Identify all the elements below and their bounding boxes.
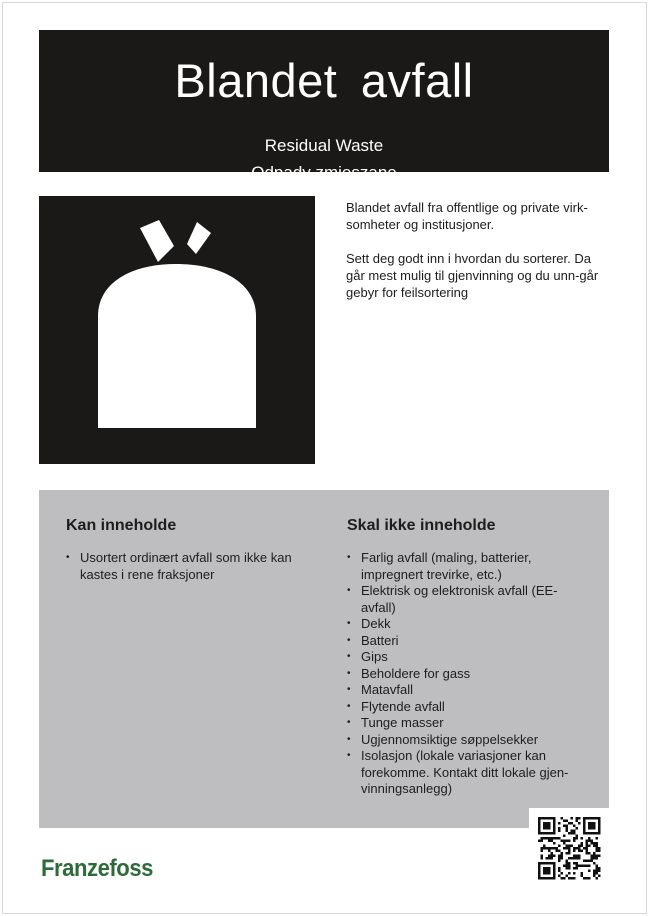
list-item: • Beholdere for gass [347, 666, 577, 683]
description-paragraph: Sett deg godt inn i hvordan du sorterer. Da går mest mulig til gjenvinning og du unn-går gebyr for feilsortering [346, 251, 599, 300]
list-item: • Flytende avfall [347, 699, 577, 716]
page-title: Blandet avfall [174, 54, 474, 107]
qr-code[interactable] [529, 808, 609, 888]
list-item: • Gips [347, 649, 577, 666]
list-item: • Tunge masser [347, 715, 577, 732]
list-item: • Usortert ordinært avfall som ikke kan kastes i rene fraksjoner [66, 550, 296, 583]
can-contain-heading: Kan inneholde [66, 517, 177, 534]
must-not-contain-heading: Skal ikke inneholde [347, 517, 496, 534]
must-not-contain-list [347, 550, 577, 798]
qr-code-icon [529, 808, 609, 888]
can-contain-list [66, 550, 296, 583]
must-not-contain-section [347, 516, 577, 798]
subtitle-polish: Odpady zmieszane [251, 163, 397, 182]
sorting-info-panel [39, 490, 609, 828]
header-banner [39, 30, 609, 182]
list-item: • Batteri [347, 633, 577, 650]
can-contain-section [66, 516, 296, 583]
garbage-bag-icon [39, 196, 315, 464]
list-item: • Ugjennomsiktige søppelsekker [347, 732, 577, 749]
list-item: • Matavfall [347, 682, 577, 699]
list-item: • Farlig avfall (maling, batterier, impregnert trevirke, etc.) [347, 550, 577, 583]
list-item: • Isolasjon (lokale variasjoner kan forekomme. Kontakt ditt lokale gjen-vinningsanlegg) [347, 748, 577, 798]
subtitle-english: Residual Waste [264, 136, 384, 155]
list-item: • Dekk [347, 616, 577, 633]
pictogram [39, 196, 315, 464]
description-paragraph: Blandet avfall fra offentlige og private virk-somheter og institusjoner. [346, 200, 588, 232]
list-item: • Elektrisk og elektronisk avfall (EE-avfall) [347, 583, 577, 616]
description [346, 199, 608, 318]
franzefoss-logo: Franzefoss [41, 855, 153, 882]
